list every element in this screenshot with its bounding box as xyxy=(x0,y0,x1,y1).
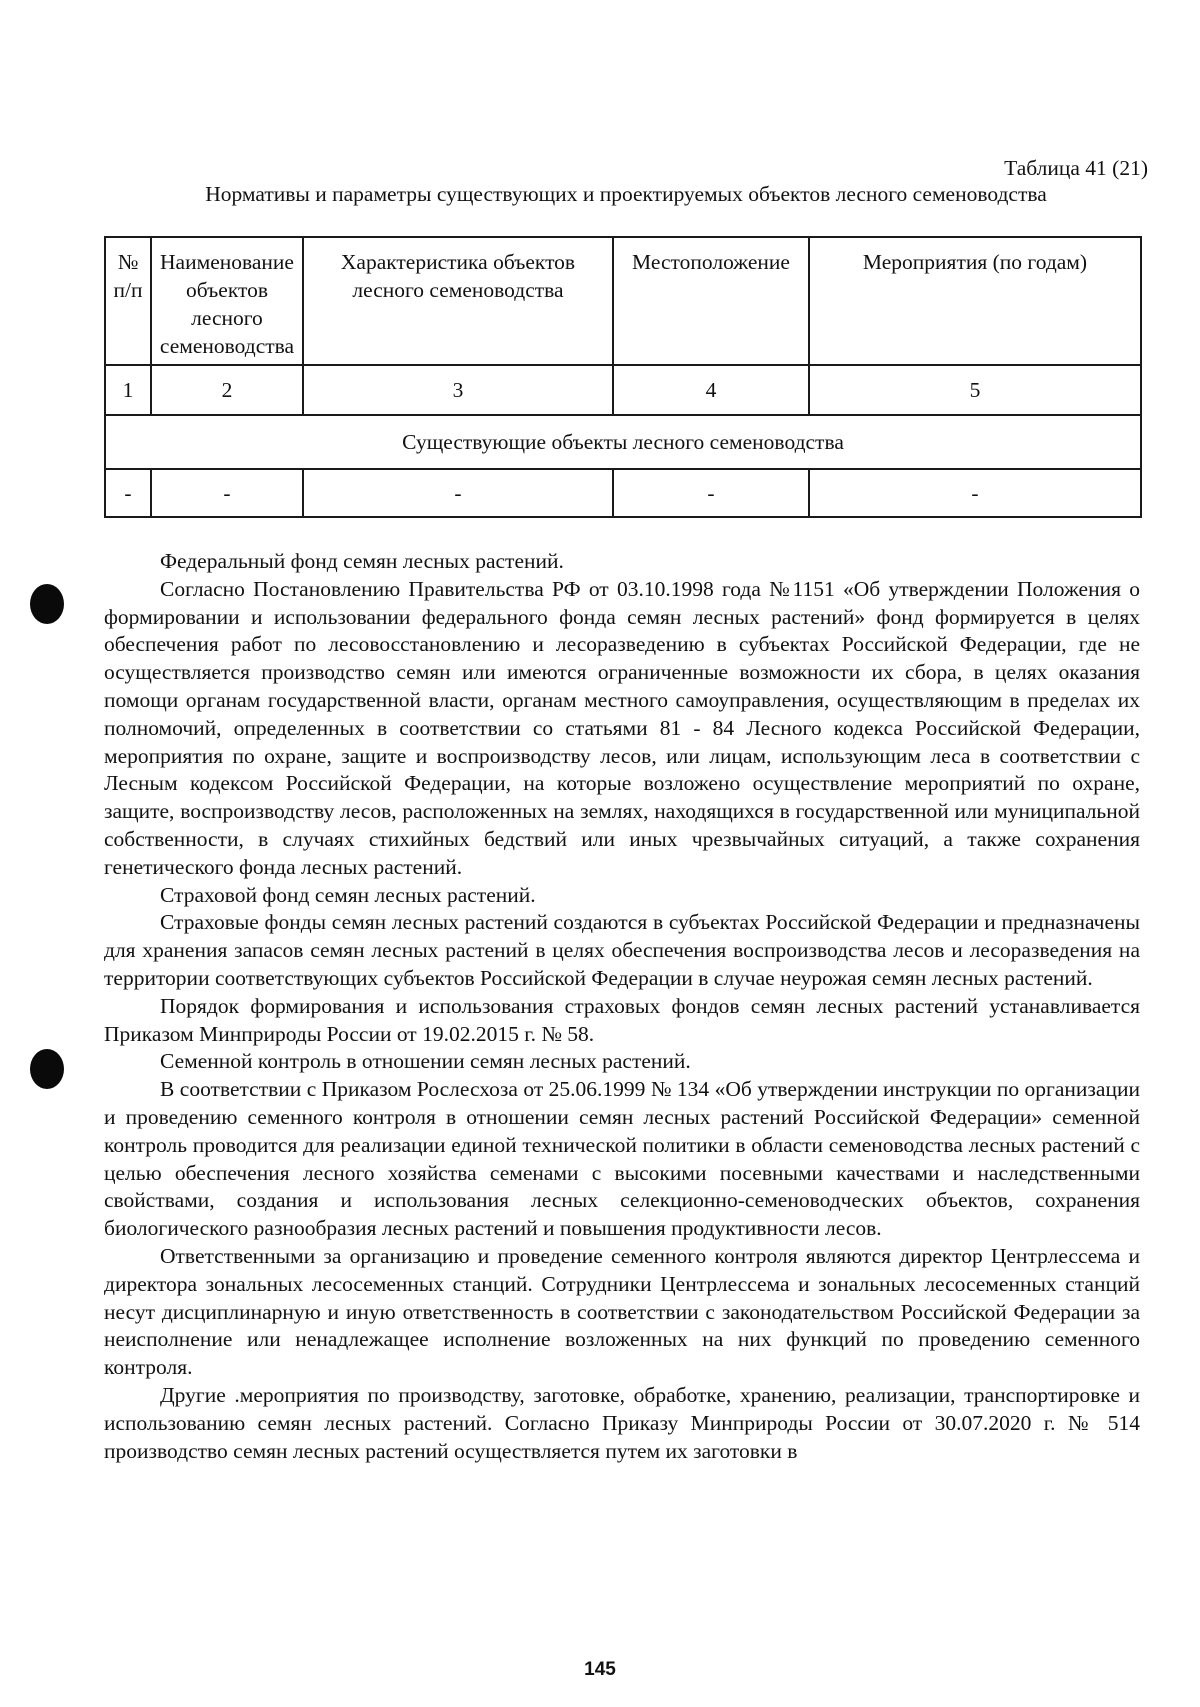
paragraph-seed-control: В соответствии с Приказом Рослесхоза от 25.06.1999 № 134 «Об утверждении инструкции по организации и проведению семенного контроля в отношении семян лесных растений Российской Федерации» семенной контроль проводится для реализации единой технической политики в области семеноводства лесных растений с целью обеспечения лесного хозяйства семенами с высокими посевными качествами и наследственными свойствами, создания и использования лесных селекционно-семеноводческих объектов, сохранения биологического разнообразия лесных растений и повышения продуктивности лесов. xyxy=(104,1077,1140,1241)
seed-objects-table xyxy=(104,236,1142,518)
table-cell: - xyxy=(151,469,303,517)
column-number-cell: 3 xyxy=(303,365,613,415)
column-number-cell: 2 xyxy=(151,365,303,415)
table-title: Нормативы и параметры существующих и проектируемых объектов лесного семеноводства xyxy=(205,182,1047,206)
table-header-cell: Местоположение xyxy=(613,237,809,365)
table-row xyxy=(105,469,1141,517)
table-cell: - xyxy=(613,469,809,517)
table-cell: - xyxy=(809,469,1141,517)
paragraph-other-measures: Другие .мероприятия по производству, заготовке, обработке, хранению, реализации, транспортировке и использованию семян лесных растений. Согласно Приказу Минприроды России от 30.07.2020 г. № 514 производство семян лесных растений осуществляется путем их заготовки в xyxy=(104,1382,1140,1463)
paragraph-seed-control-heading: Семенной контроль в отношении семян лесных растений. xyxy=(160,1049,691,1074)
table-number: Таблица 41 (21) xyxy=(1004,156,1148,180)
document-body xyxy=(104,548,1140,1465)
table-cell: - xyxy=(303,469,613,517)
table-header-row xyxy=(105,237,1141,365)
column-number-cell: 1 xyxy=(105,365,151,415)
punch-hole-mark xyxy=(30,584,64,624)
table-header-cell: Наименование объектов лесного семеноводства xyxy=(151,237,303,365)
paragraph-responsible: Ответственными за организацию и проведение семенного контроля являются директор Центрлессема и директора зональных лесосеменных станций. Сотрудники Центрлессема и зональных лесосеменных станций несут дисциплинарную и иную ответственность в соответствии с законодательством Российской Федерации за неисполнение или ненадлежащее исполнение возложенных на них функций по проведению семенного контроля. xyxy=(104,1243,1140,1380)
column-number-row xyxy=(105,365,1141,415)
table-header-cell: Характеристика объектов лесного семеноводства xyxy=(303,237,613,365)
paragraph-insurance-fund-order: Порядок формирования и использования страховых фондов семян лесных растений устанавливается Приказом Минприроды России от 19.02.2015 г. № 58. xyxy=(104,993,1140,1046)
column-number-cell: 5 xyxy=(809,365,1141,415)
table-header-cell: № п/п xyxy=(105,237,151,365)
paragraph-federal-fund-heading: Федеральный фонд семян лесных растений. xyxy=(160,549,564,573)
table-section-row xyxy=(105,415,1141,469)
paragraph-federal-fund: Согласно Постановлению Правительства РФ от 03.10.1998 года №1151 «Об утверждении Положения о формировании и использовании федерального фонда семян лесных растений» фонд формируется в целях обеспечения работ по лесовосстановлению и лесоразведению в субъектах Российской Федерации, где не осуществляется производство семян или имеются ограниченные возможности их сбора, в целях оказания помощи органам государственной власти, органам местного самоуправления, осуществляющим в пределах их полномочий, определенных в соответствии со статьями 81 - 84 Лесного кодекса Российской Федерации, мероприятия по охране, защите и воспроизводству лесов, или лицам, использующим леса в соответствии с Лесным кодексом Российской Федерации, на которые возложено осуществление мероприятий по охране, защите, воспроизводству лесов, расположенных на землях, находящихся в государственной или муниципальной собственности, в случаях стихийных бедствий или иных чрезвычайных ситуаций, а также сохранения генетического фонда лесных растений. xyxy=(104,576,1140,879)
table-header-cell: Мероприятия (по годам) xyxy=(809,237,1141,365)
punch-hole-mark xyxy=(30,1049,64,1089)
table-cell: - xyxy=(105,469,151,517)
page-number: 145 xyxy=(584,1659,616,1680)
paragraph-insurance-fund-heading: Страховой фонд семян лесных растений. xyxy=(160,882,536,907)
table-section-title: Существующие объекты лесного семеноводства xyxy=(105,415,1141,469)
column-number-cell: 4 xyxy=(613,365,809,415)
paragraph-insurance-fund: Страховые фонды семян лесных растений создаются в субъектах Российской Федерации и предназначены для хранения запасов семян лесных растений в целях обеспечения воспроизводства лесов и лесоразведения на территории соответствующих субъектов Российской Федерации в случае неурожая семян лесных растений. xyxy=(104,910,1140,990)
